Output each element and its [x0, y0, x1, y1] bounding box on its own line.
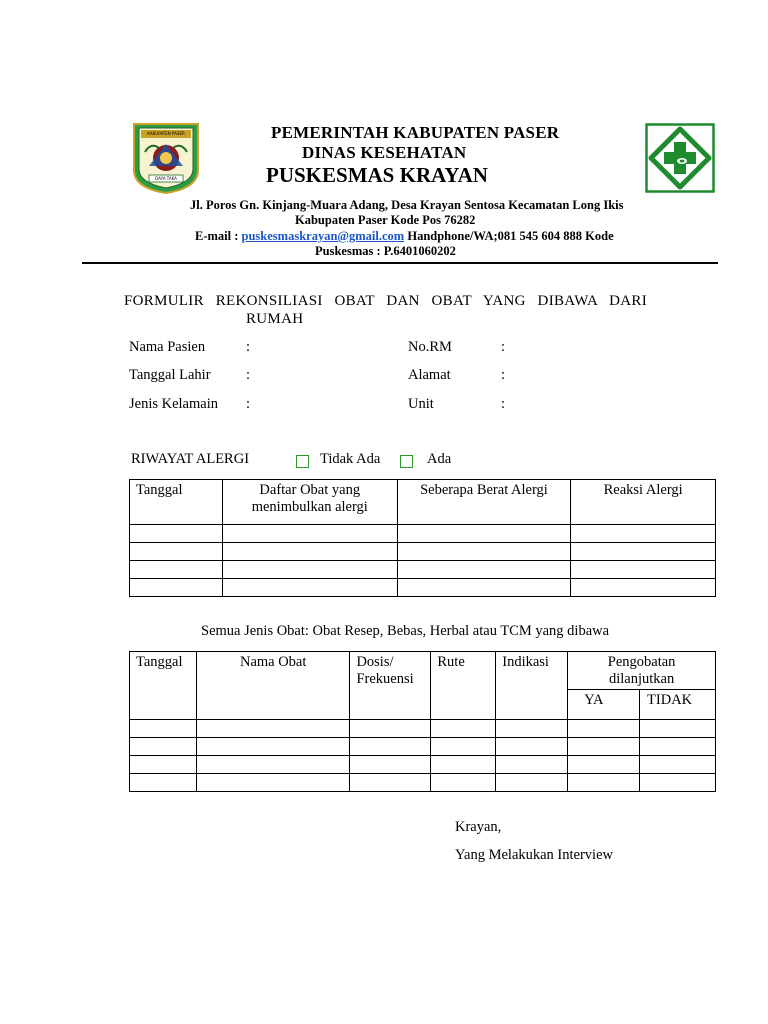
- allergy-col-drug-list: Daftar Obat yang menimbulkan alergi: [222, 480, 397, 525]
- allergy-cell[interactable]: [571, 579, 716, 597]
- form-title-line-2: RUMAH: [246, 311, 304, 327]
- allergy-cell[interactable]: [130, 525, 223, 543]
- allergy-cell[interactable]: [397, 561, 571, 579]
- medications-table-row[interactable]: [130, 756, 716, 774]
- med-cell[interactable]: [196, 756, 349, 774]
- emblem-top-text: KABUPATEN PASER: [147, 131, 185, 136]
- medications-table-row[interactable]: [130, 720, 716, 738]
- contact-line: [195, 229, 614, 244]
- field-no-rm-colon: :: [501, 339, 506, 355]
- medications-caption: Semua Jenis Obat: Obat Resep, Bebas, Herbal atau TCM yang dibawa: [201, 623, 610, 639]
- med-col-indication: Indikasi: [496, 652, 568, 720]
- phone-text: Handphone/WA;081 545 604 888 Kode: [407, 229, 614, 243]
- allergy-cell[interactable]: [130, 579, 223, 597]
- allergy-col-severity: Seberapa Berat Alergi: [397, 480, 571, 525]
- field-jenis-kelamin-colon: :: [246, 396, 251, 412]
- allergy-cell[interactable]: [222, 543, 397, 561]
- med-cell[interactable]: [431, 720, 496, 738]
- header-divider: [82, 262, 718, 264]
- allergy-table-row[interactable]: [130, 525, 716, 543]
- med-cell[interactable]: [431, 738, 496, 756]
- header-puskesmas: PUSKESMAS KRAYAN: [266, 163, 488, 187]
- med-cell[interactable]: [568, 774, 640, 792]
- allergy-cell[interactable]: [222, 525, 397, 543]
- kabupaten-paser-emblem: [131, 122, 201, 194]
- med-cell[interactable]: [640, 720, 716, 738]
- header-government: PEMERINTAH KABUPATEN PASER: [271, 123, 560, 142]
- allergy-table: [129, 479, 716, 597]
- field-tanggal-lahir-label: Tanggal Lahir: [129, 367, 211, 383]
- allergy-cell[interactable]: [222, 561, 397, 579]
- field-jenis-kelamin-label: Jenis Kelamain: [129, 396, 218, 412]
- allergy-col-reaction: Reaksi Alergi: [571, 480, 716, 525]
- med-cell[interactable]: [640, 774, 716, 792]
- email-link[interactable]: puskesmaskrayan@gmail.com: [241, 229, 405, 243]
- allergy-cell[interactable]: [571, 543, 716, 561]
- field-alamat-label: Alamat: [408, 367, 451, 383]
- allergy-table-row[interactable]: [130, 543, 716, 561]
- med-cell[interactable]: [496, 774, 568, 792]
- address-line-1: Jl. Poros Gn. Kinjang-Muara Adang, Desa Krayan Sentosa Kecamatan Long Ikis: [190, 198, 624, 212]
- med-cell[interactable]: [568, 738, 640, 756]
- medications-table-row[interactable]: [130, 738, 716, 756]
- field-nama-pasien-label: Nama Pasien: [129, 339, 206, 355]
- med-cell[interactable]: [496, 756, 568, 774]
- field-unit-label: Unit: [408, 396, 434, 412]
- med-cell[interactable]: [431, 774, 496, 792]
- field-unit-colon: :: [501, 396, 506, 412]
- medications-table-row[interactable]: [130, 774, 716, 792]
- allergy-cell[interactable]: [222, 579, 397, 597]
- header-department: DINAS KESEHATAN: [302, 143, 467, 162]
- email-label: E-mail :: [195, 229, 239, 243]
- med-cell[interactable]: [196, 774, 349, 792]
- allergy-cell[interactable]: [571, 561, 716, 579]
- address-line-2: Kabupaten Paser Kode Pos 76282: [295, 213, 476, 227]
- med-col-route: Rute: [431, 652, 496, 720]
- allergy-yes-checkbox[interactable]: [400, 455, 413, 468]
- form-title-line-1: FORMULIR REKONSILIASI OBAT DAN OBAT YANG DIBAWA DARI: [124, 293, 647, 309]
- signature-role: Yang Melakukan Interview: [455, 847, 613, 863]
- med-cell[interactable]: [350, 774, 431, 792]
- field-no-rm-label: No.RM: [408, 339, 452, 355]
- allergy-cell[interactable]: [130, 543, 223, 561]
- med-cell[interactable]: [568, 720, 640, 738]
- med-cell[interactable]: [640, 738, 716, 756]
- med-col-no: TIDAK: [640, 690, 716, 720]
- med-cell[interactable]: [130, 738, 197, 756]
- allergy-table-header: [130, 480, 716, 525]
- med-col-dose: Dosis/ Frekuensi: [350, 652, 431, 720]
- allergy-cell[interactable]: [397, 579, 571, 597]
- allergy-cell[interactable]: [397, 525, 571, 543]
- med-cell[interactable]: [431, 756, 496, 774]
- med-cell[interactable]: [350, 756, 431, 774]
- signature-place: Krayan,: [455, 819, 502, 835]
- allergy-none-label: Tidak Ada: [320, 451, 381, 467]
- puskesmas-logo: [645, 123, 715, 193]
- med-cell[interactable]: [130, 756, 197, 774]
- med-cell[interactable]: [350, 720, 431, 738]
- puskesmas-cross-icon: [645, 123, 715, 193]
- med-cell[interactable]: [196, 738, 349, 756]
- med-cell[interactable]: [640, 756, 716, 774]
- allergy-col-date: Tanggal: [130, 480, 223, 525]
- med-col-date: Tanggal: [130, 652, 197, 720]
- allergy-cell[interactable]: [397, 543, 571, 561]
- allergy-table-row[interactable]: [130, 579, 716, 597]
- medications-table: [129, 651, 716, 792]
- med-col-yes: YA: [568, 690, 640, 720]
- allergy-cell[interactable]: [130, 561, 223, 579]
- med-col-continued: Pengobatan dilanjutkan: [568, 652, 716, 690]
- allergy-table-row[interactable]: [130, 561, 716, 579]
- allergy-yes-label: Ada: [427, 451, 452, 467]
- allergy-cell[interactable]: [571, 525, 716, 543]
- emblem-bottom-text: DAYA TAKA: [155, 176, 177, 181]
- med-cell[interactable]: [496, 720, 568, 738]
- puskesmas-code: Puskesmas : P.6401060202: [315, 244, 456, 258]
- field-alamat-colon: :: [501, 367, 506, 383]
- med-cell[interactable]: [130, 774, 197, 792]
- med-cell[interactable]: [568, 756, 640, 774]
- med-col-drug-name: Nama Obat: [196, 652, 349, 720]
- med-cell[interactable]: [130, 720, 197, 738]
- allergy-history-label: RIWAYAT ALERGI: [131, 451, 250, 467]
- med-cell[interactable]: [196, 720, 349, 738]
- med-cell[interactable]: [496, 738, 568, 756]
- med-cell[interactable]: [350, 738, 431, 756]
- allergy-none-checkbox[interactable]: [296, 455, 309, 468]
- medications-table-header: [130, 652, 716, 690]
- field-nama-pasien-colon: :: [246, 339, 251, 355]
- field-tanggal-lahir-colon: :: [246, 367, 251, 383]
